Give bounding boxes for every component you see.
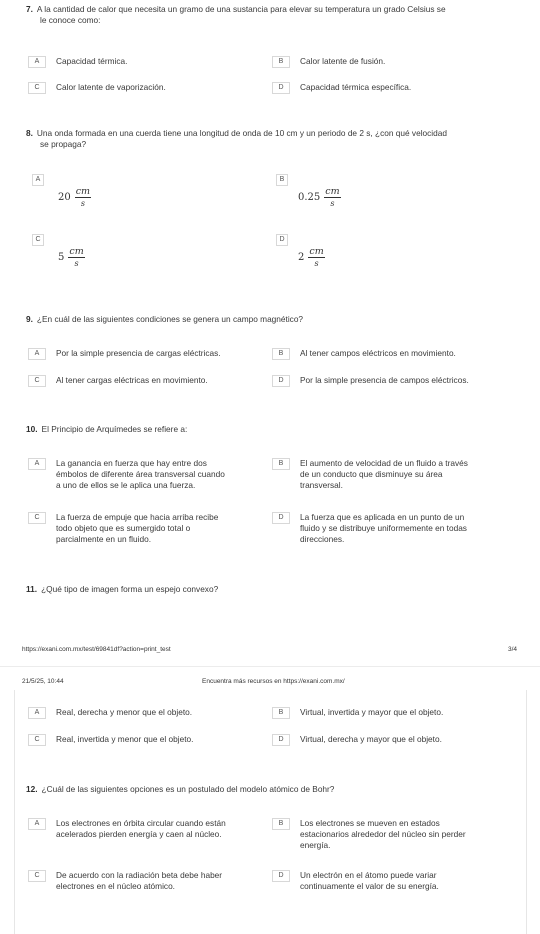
unit-numerator: cm [75,186,91,197]
option-line: De acuerdo con la radiación beta debe haber [56,870,223,880]
option-c[interactable] [28,82,166,94]
option-value: 20 [58,191,71,203]
question-number: 7. [26,4,33,14]
question-number: 9. [26,314,33,324]
option-b[interactable] [272,707,443,719]
unit-fraction [324,186,340,209]
option-text: Real, derecha y menor que el objeto. [56,707,193,717]
page-frame-left [14,690,15,934]
option-d-math[interactable] [298,246,325,269]
option-letter: C [28,375,46,387]
option-text: Capacidad térmica específica. [300,82,412,92]
option-a[interactable] [28,707,192,719]
option-letter: D [272,512,290,524]
option-letter: A [28,458,46,470]
question-8 [26,128,518,150]
option-c[interactable] [28,375,208,387]
option-b[interactable] [272,458,468,492]
unit-denominator: s [314,259,319,268]
option-a[interactable] [28,348,221,360]
option-letter-a[interactable]: A [32,174,44,186]
option-letter: C [28,82,46,94]
option-line: fluido y se distribuye uniformemente en todas [300,523,467,534]
option-line: estacionarios alrededor del núcleo sin perder [300,829,466,840]
question-text: ¿Cuál de las siguientes opciones es un postulado del modelo atómico de Bohr? [41,784,335,794]
page-frame-right [526,690,527,934]
option-b[interactable] [272,56,385,68]
option-letter: B [272,458,290,470]
question-7 [26,4,518,26]
option-line: Un electrón en el átomo puede variar [300,870,437,880]
option-b[interactable] [272,818,466,852]
option-line: La ganancia en fuerza que hay entre dos [56,458,207,468]
unit-fraction [308,246,324,269]
question-text: Una onda formada en una cuerda tiene una longitud de onda de 10 cm y un periodo de 2 s, ¿con qué velocidad [36,128,447,138]
option-line: energía. [300,840,331,851]
option-text [56,458,225,492]
option-letter: B [272,56,290,68]
question-number: 11. [26,584,38,594]
option-c[interactable] [28,870,222,892]
option-a-math[interactable] [58,186,91,209]
question-text: El Principio de Arquímedes se refiere a: [41,424,188,434]
question-text: ¿Qué tipo de imagen forma un espejo convexo? [41,584,219,594]
option-d[interactable] [272,82,411,94]
option-a[interactable] [28,56,127,68]
option-letter: C [28,870,46,882]
question-12 [26,784,518,795]
option-line: todo objeto que es sumergido total o [56,523,191,534]
option-text: Al tener campos eléctricos en movimiento. [300,348,456,358]
option-text: Al tener cargas eléctricas en movimiento. [56,375,208,385]
option-text: Capacidad térmica. [56,56,128,66]
option-line: acelerados pierden energía y caen al núcleo. [56,829,222,840]
header-datetime: 21/5/25, 10:44 [22,678,64,685]
option-line: direcciones. [300,534,345,545]
option-a[interactable] [28,818,226,840]
option-b[interactable] [272,348,456,360]
option-text: Virtual, derecha y mayor que el objeto. [300,734,442,744]
option-value: 2 [298,251,305,263]
question-text-cont: le conoce como: [40,15,101,26]
option-text [300,870,439,892]
option-text: Virtual, invertida y mayor que el objeto. [300,707,444,717]
option-text [56,512,218,546]
question-text: ¿En cuál de las siguientes condiciones se genera un campo magnético? [36,314,304,324]
option-b-math[interactable] [298,186,341,209]
option-d[interactable] [272,870,439,892]
question-10 [26,424,518,435]
option-a[interactable] [28,458,225,492]
option-text: Por la simple presencia de campos eléctricos. [300,375,469,385]
unit-fraction [75,186,91,209]
option-text [300,818,466,852]
option-d[interactable] [272,512,467,546]
option-letter: A [28,348,46,360]
footer-page-number: 3/4 [508,646,518,653]
question-text-cont: se propaga? [40,139,87,150]
option-letter-b[interactable]: B [276,174,288,186]
option-c[interactable] [28,512,218,546]
option-letter: D [272,375,290,387]
option-line: El aumento de velocidad de un fluido a través [300,458,468,468]
header-resources-link: Encuentra más recursos en https://exani.com.mx/ [202,678,345,685]
option-letter-d[interactable]: D [276,234,288,246]
option-letter: D [272,870,290,882]
option-text [56,818,226,840]
option-letter: B [272,348,290,360]
option-line: electrones en el núcleo atómico. [56,881,175,892]
question-number: 8. [26,128,33,138]
option-line: parcialmente en un fluido. [56,534,152,545]
option-line: La fuerza de empuje que hacia arriba recibe [56,512,219,522]
question-9 [26,314,518,325]
option-text: Calor latente de fusión. [300,56,386,66]
unit-numerator: cm [309,246,324,257]
option-letter: C [28,512,46,524]
option-d[interactable] [272,734,442,746]
unit-numerator: cm [69,246,84,257]
option-letter: A [28,818,46,830]
option-d[interactable] [272,375,469,387]
option-letter: C [28,734,46,746]
question-number: 12. [26,784,38,794]
option-line: de un conducto que disminuye su área [300,469,443,480]
question-number: 10. [26,424,38,434]
unit-numerator: cm [325,186,340,197]
option-letter: D [272,82,290,94]
option-value: 5 [58,251,65,263]
option-line: transversal. [300,480,343,491]
option-c-math[interactable] [58,246,85,269]
footer-url: https://exani.com.mx/test/69841df?action=print_test [22,646,171,653]
option-line: Los electrones se mueven en estados [300,818,440,828]
option-value: 0.25 [298,191,321,203]
unit-fraction [68,246,84,269]
unit-denominator: s [80,199,85,208]
unit-denominator: s [330,199,335,208]
option-letter: B [272,818,290,830]
option-text: Calor latente de vaporización. [56,82,166,92]
option-letter: A [28,707,46,719]
question-text: A la cantidad de calor que necesita un gramo de una sustancia para elevar su temperatura un grado Celsius se [36,4,446,14]
option-letter: A [28,56,46,68]
option-c[interactable] [28,734,193,746]
page-break [0,666,540,667]
option-text [300,458,468,492]
option-text [56,870,222,892]
option-line: a uno de ellos se le aplica una fuerza. [56,480,196,491]
unit-denominator: s [74,259,79,268]
option-line: continuamente el valor de su energía. [300,881,439,892]
option-letter: B [272,707,290,719]
option-line: La fuerza que es aplicada en un punto de un [300,512,465,522]
option-letter-c[interactable]: C [32,234,44,246]
option-text [300,512,467,546]
option-line: Los electrones en órbita circular cuando están [56,818,226,828]
option-line: émbolos de diferente área transversal cuando [56,469,225,480]
question-11 [26,584,518,595]
option-letter: D [272,734,290,746]
option-text: Real, invertida y menor que el objeto. [56,734,194,744]
option-text: Por la simple presencia de cargas eléctricas. [56,348,221,358]
